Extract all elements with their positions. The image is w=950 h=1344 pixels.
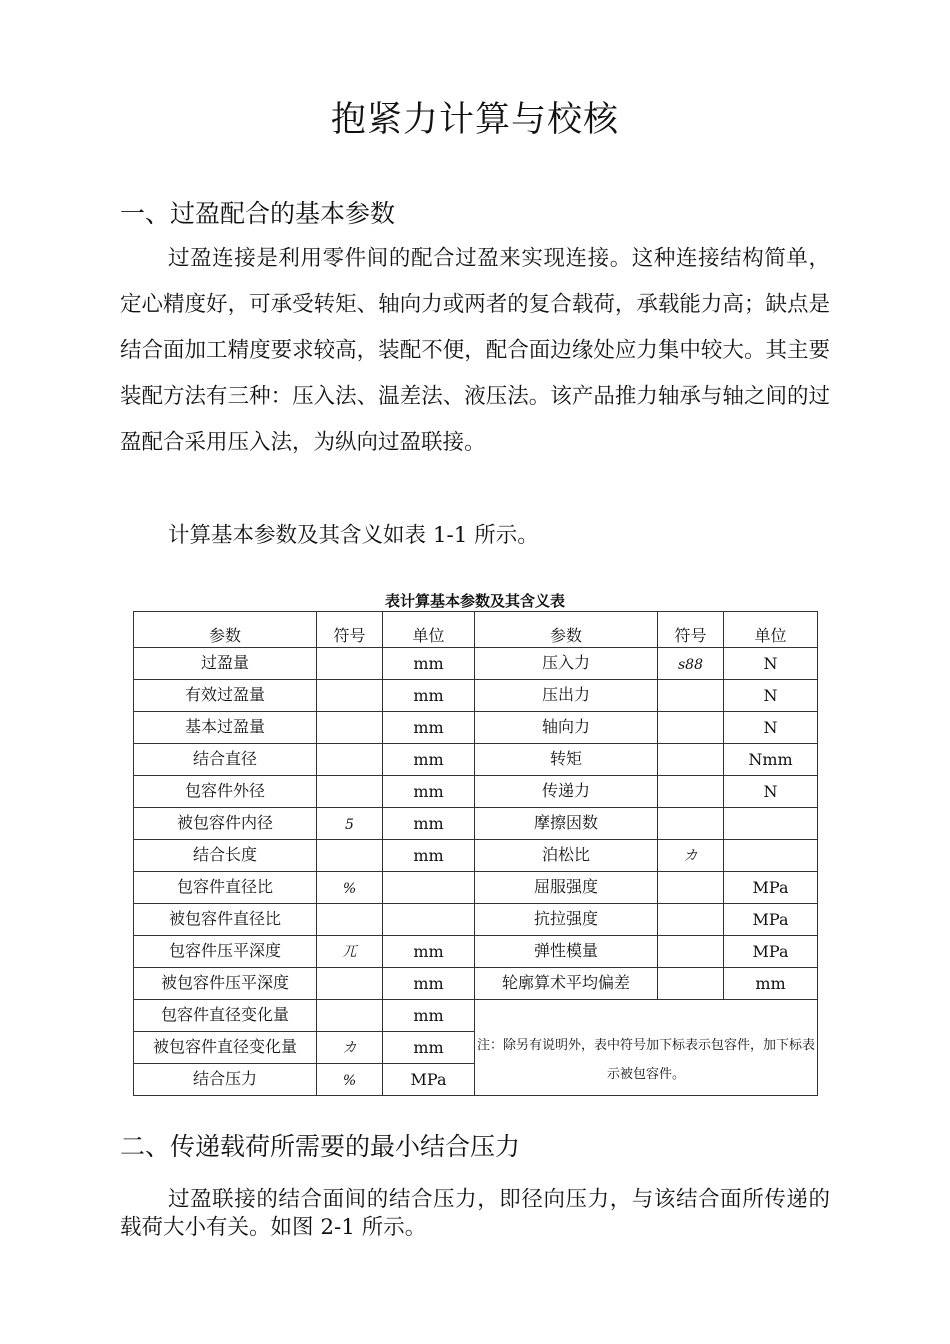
table-row (134, 872, 818, 904)
table-cell: MPa (724, 936, 818, 968)
table-cell: 包容件压平深度 (134, 936, 317, 968)
table-cell: 基本过盈量 (134, 712, 317, 744)
table-cell: 结合压力 (134, 1064, 317, 1096)
table-cell-symbol: カ (317, 1032, 383, 1064)
table-cell: N (724, 712, 818, 744)
table-cell: 过盈量 (134, 648, 317, 680)
table-cell-symbol (658, 904, 724, 936)
table-cell-symbol (317, 680, 383, 712)
table-cell (724, 840, 818, 872)
table-cell: 被包容件压平深度 (134, 968, 317, 1000)
table-cell: 被包容件内径 (134, 808, 317, 840)
table-cell-symbol (658, 808, 724, 840)
table-row (134, 680, 818, 712)
table-cell: mm (383, 744, 475, 776)
table-cell: 结合直径 (134, 744, 317, 776)
header-param-2: 参数 (475, 612, 658, 648)
table-cell-symbol (658, 680, 724, 712)
table-cell-symbol (658, 968, 724, 1000)
table-cell (383, 904, 475, 936)
table-cell: Nmm (724, 744, 818, 776)
table-cell: mm (383, 968, 475, 1000)
parameter-table (133, 611, 818, 1096)
table-cell: mm (383, 648, 475, 680)
header-unit-2: 单位 (724, 612, 818, 648)
table-cell: MPa (724, 872, 818, 904)
table-cell: 屈服强度 (475, 872, 658, 904)
table-cell: 弹性模量 (475, 936, 658, 968)
section-2-heading: 二、传递载荷所需要的最小结合压力 (120, 1132, 521, 1161)
table-cell: mm (383, 712, 475, 744)
table-cell: N (724, 680, 818, 712)
table-cell: 包容件外径 (134, 776, 317, 808)
table-cell-symbol: カ (658, 840, 724, 872)
table-row (134, 808, 818, 840)
table-cell: 压入力 (475, 648, 658, 680)
table-cell: mm (383, 936, 475, 968)
table-cell-symbol (658, 936, 724, 968)
table-cell (724, 808, 818, 840)
table-row (134, 936, 818, 968)
table-cell: mm (383, 776, 475, 808)
table-cell: 结合长度 (134, 840, 317, 872)
table-cell: 轴向力 (475, 712, 658, 744)
table-cell-symbol: 兀 (317, 936, 383, 968)
table-cell-symbol: 5 (317, 808, 383, 840)
table-cell: 压出力 (475, 680, 658, 712)
header-param: 参数 (134, 612, 317, 648)
table-cell: 有效过盈量 (134, 680, 317, 712)
table-row (134, 712, 818, 744)
table-cell-symbol (317, 968, 383, 1000)
table-row (134, 968, 818, 1000)
table-cell: 轮廓算术平均偏差 (475, 968, 658, 1000)
section-1-paragraph-1: 过盈连接是利用零件间的配合过盈来实现连接。这种连接结构简单，定心精度好，可承受转矩、轴向力或两者的复合载荷，承载能力高；缺点是结合面加工精度要求较高，装配不便，配合面边缘处应力集中较大。其主要装配方法有三种：压入法、温差法、液压法。该产品推力轴承与轴之间的过盈配合采用压入法，为纵向过盈联接。 (120, 246, 830, 455)
table-note: 注：除另有说明外，表中符号加下标表示包容件，加下标表示被包容件。 (475, 1000, 818, 1096)
table-cell: MPa (724, 904, 818, 936)
table-cell-symbol (317, 776, 383, 808)
table-cell: 摩擦因数 (475, 808, 658, 840)
table-cell: 被包容件直径比 (134, 904, 317, 936)
table-cell-symbol: % (317, 872, 383, 904)
table-cell-symbol: % (317, 1064, 383, 1096)
table-caption: 表计算基本参数及其含义表 (384, 592, 565, 610)
table-cell-symbol (658, 712, 724, 744)
table-cell-symbol: s88 (658, 648, 724, 680)
table-cell: 转矩 (475, 744, 658, 776)
table-cell: mm (383, 1032, 475, 1064)
table-cell: mm (724, 968, 818, 1000)
table-cell (383, 872, 475, 904)
table-cell-symbol (317, 1000, 383, 1032)
table-cell: MPa (383, 1064, 475, 1096)
page-title: 抱紧力计算与校核 (330, 100, 619, 140)
table-row (134, 840, 818, 872)
header-unit: 单位 (383, 612, 475, 648)
table-row (134, 648, 818, 680)
table-cell: 传递力 (475, 776, 658, 808)
table-cell: 泊松比 (475, 840, 658, 872)
table-cell: mm (383, 840, 475, 872)
table-cell: mm (383, 808, 475, 840)
table-cell: mm (383, 1000, 475, 1032)
table-cell: 包容件直径比 (134, 872, 317, 904)
table-cell-symbol (317, 648, 383, 680)
table-cell: 被包容件直径变化量 (134, 1032, 317, 1064)
header-symbol-2: 符号 (658, 612, 724, 648)
table-row (134, 1000, 818, 1032)
table-cell: N (724, 776, 818, 808)
section-1-paragraph-2: 计算基本参数及其含义如表 1-1 所示。 (168, 523, 539, 548)
section-2-paragraph-1: 过盈联接的结合面间的结合压力，即径向压力，与该结合面所传递的载荷大小有关。如图 2-1 所示。 (120, 1187, 830, 1240)
table-cell-symbol (658, 872, 724, 904)
table-row (134, 776, 818, 808)
table-header-row (134, 612, 818, 648)
header-symbol: 符号 (317, 612, 383, 648)
table-cell: N (724, 648, 818, 680)
table-cell: 抗拉强度 (475, 904, 658, 936)
table-cell-symbol (317, 840, 383, 872)
table-row (134, 744, 818, 776)
table-cell-symbol (317, 904, 383, 936)
table-cell-symbol (658, 776, 724, 808)
table-cell: mm (383, 680, 475, 712)
table-cell-symbol (317, 712, 383, 744)
section-1-heading: 一、过盈配合的基本参数 (120, 199, 396, 228)
table-cell-symbol (317, 744, 383, 776)
table-row (134, 904, 818, 936)
table-cell-symbol (658, 744, 724, 776)
table-cell: 包容件直径变化量 (134, 1000, 317, 1032)
